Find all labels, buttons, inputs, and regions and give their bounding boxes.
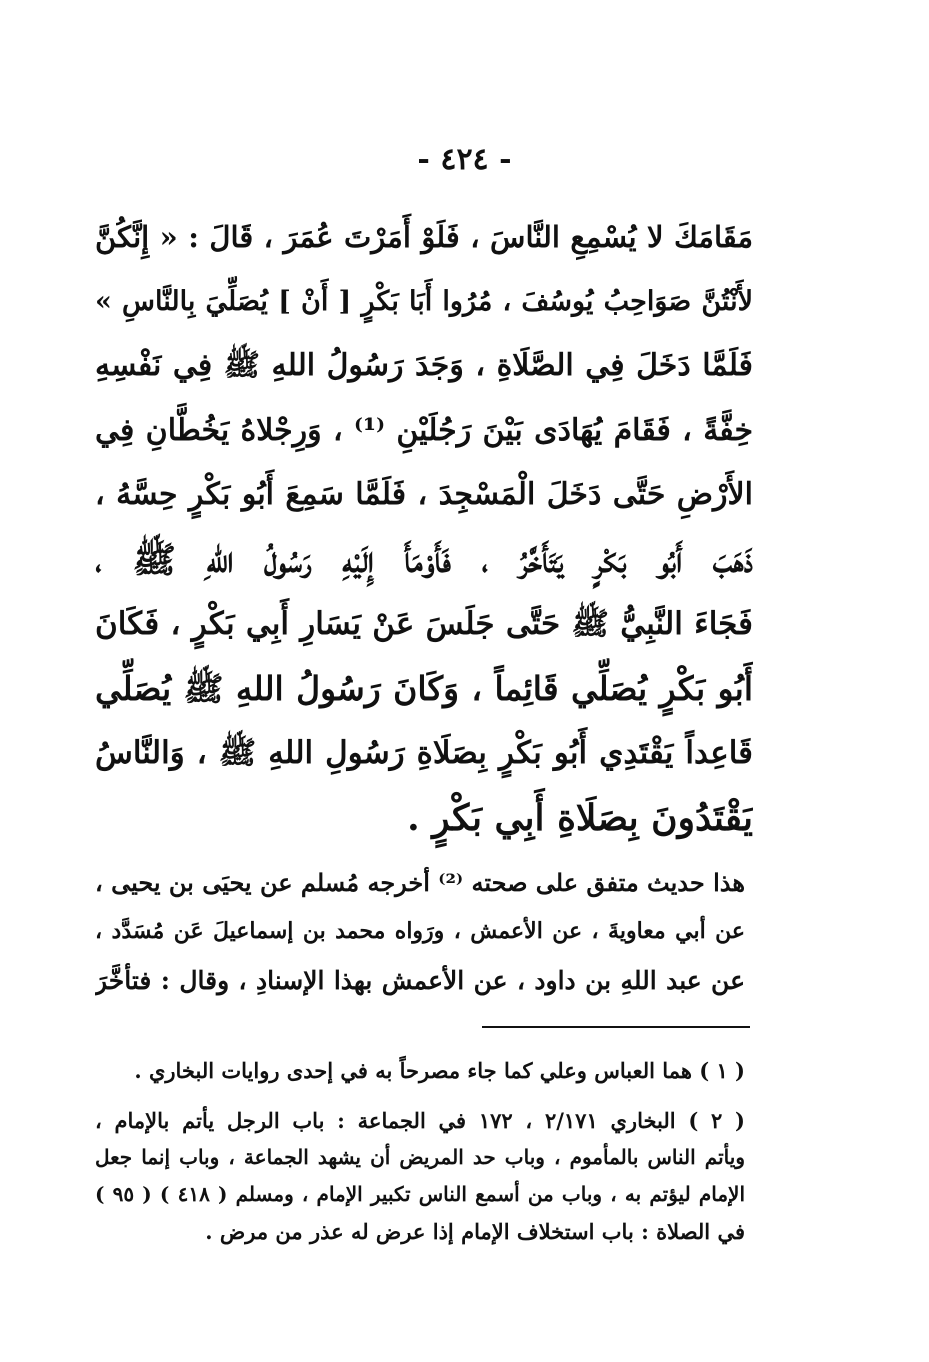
text-line: خِفَّةً ، فَقَامَ يُهَادَى بَيْنَ رَجُلَيْنِ ⁽¹⁾ ، وَرِجْلاهُ يَخُطَّانِ فِي [95, 412, 753, 448]
footnote-2-line: في الصلاة : باب استخلاف الإمام إذا عرض له عذر من مرض . [205, 1219, 745, 1244]
text-line: قَاعِداً يَقْتَدِي أَبُو بَكْرٍ بِصَلَاةِ رَسُولِ اللهِ ﷺ ، وَالنَّاسُ [95, 735, 753, 771]
commentary-line: عن عبد اللهِ بن داود ، عن الأعمش بهذا الإسنادِ ، وقال : فتأخَّرَ [95, 966, 745, 995]
footnote-2-line: ويأتم الناس بالمأموم ، وباب حد المريض أن يشهد الجماعة ، وباب إنما جعل [95, 1145, 745, 1169]
hadith-text [95, 205, 753, 850]
commentary-text [95, 858, 745, 1005]
text-line: الأَرْضِ حَتَّى دَخَلَ الْمَسْجِدَ ، فَلَمَّا سَمِعَ أَبُو بَكْرٍ حِسَّهُ ، [95, 477, 753, 512]
footnote-1: ( ١ ) هما العباس وعلي كما جاء مصرحاً به في إحدى روايات البخاري . [134, 1058, 745, 1083]
footnote-divider [482, 1026, 750, 1028]
text-line: مَقَامَكَ لا يُسْمِعِ النَّاسَ ، فَلَوْ أَمَرْتَ عُمَرَ ، قَالَ : « إِنَّكُنَّ [95, 220, 753, 254]
text-line: ذَهَبَ أَبُو بَكْرٍ يَتَأَخَّرُ ، فَأَوْمَأَ إِلَيْهِ رَسُولُ اللهِ ﷺ ، [95, 538, 753, 581]
text-line: فَجَاءَ النَّبِيُّ ﷺ حَتَّى جَلَسَ عَنْ يَسَارِ أَبِي بَكْرٍ ، فَكَانَ [95, 606, 753, 642]
footnotes [95, 1052, 745, 1250]
text-line: فَلَمَّا دَخَلَ فِي الصَّلَاةِ ، وَجَدَ رَسُولُ اللهِ ﷺ فِي نَفْسِهِ [95, 348, 753, 383]
footnote-2-line: الإمام ليؤتم به ، وباب من أسمع الناس تكبير الإمام ، ومسلم ( ٤١٨ ) ( ٩٥ ) [95, 1182, 745, 1206]
text-line: يَقْتَدُونَ بِصَلَاةِ أَبِي بَكْرٍ . [407, 796, 753, 839]
commentary-line: عن أبي معاويةَ ، عن الأعمش ، ورَواه محمد بن إسماعيلَ عَن مُسَدَّد ، [95, 918, 745, 944]
commentary-line: هذا حديث متفق على صحته ⁽²⁾ أخرجه مُسلم عن يحيَى بن يحيى ، [95, 868, 745, 897]
text-line: أَبُو بَكْرٍ يُصَلِّي قَائِماً ، وَكَانَ رَسُولُ اللهِ ﷺ يُصَلِّي [95, 668, 753, 708]
footnote-2-line: ( ٢ ) البخاري ٢/١٧١ ، ١٧٢ في الجماعة : باب الرجل يأتم بالإمام ، [95, 1108, 745, 1133]
text-line: لأَنْتُنَّ صَوَاحِبُ يُوسُفَ ، مُرُوا أَبَا بَكْرٍ [ أَنْ ] يُصَلِّيَ بِالنَّاسِ » [95, 285, 753, 317]
page-number: - ٤٢٤ - [417, 142, 512, 177]
